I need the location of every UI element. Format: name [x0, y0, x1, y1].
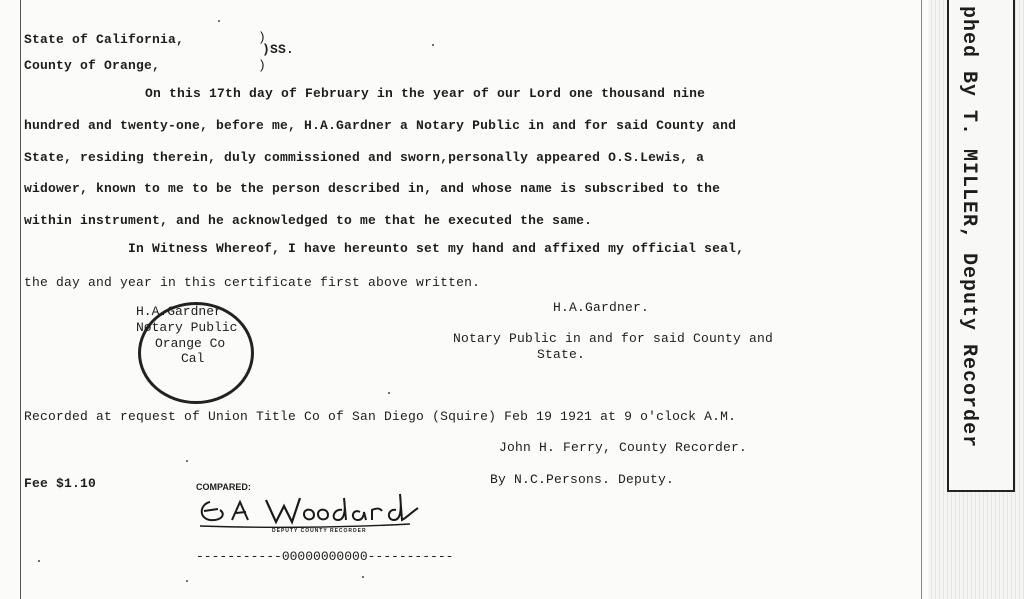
end-divider: -----------00000000000----------- [196, 549, 454, 564]
body-line-4: widower, known to me to be the person described in, and whose name is subscribed to the [24, 181, 721, 196]
notary-title-2: State. [537, 347, 586, 362]
recording-fee: Fee $1.10 [24, 476, 97, 491]
recorder-name: John H. Ferry, County Recorder. [499, 440, 748, 455]
woodard-signature [196, 488, 426, 532]
seal-line-1: H.A.Gardner [136, 304, 222, 319]
venue-bracket-bottom: ) [258, 58, 267, 73]
seal-line-2: Notary Public [136, 320, 238, 335]
scan-speck [388, 392, 390, 394]
scan-speck [186, 460, 188, 462]
body-line-1: On this 17th day of February in the year of our Lord one thousand nine [145, 86, 706, 101]
body-line-7: the day and year in this certificate first above written. [24, 275, 481, 290]
scan-speck [432, 44, 434, 46]
compared-sublabel: DEPUTY COUNTY RECORDER [272, 528, 367, 534]
recording-request: Recorded at request of Union Title Co of San Diego (Squire) Feb 19 1921 at 9 o'clock A.M. [24, 409, 737, 424]
body-line-6: In Witness Whereof, I have hereunto set my hand and affixed my official seal, [128, 241, 745, 256]
scan-speck [186, 580, 188, 582]
notary-name: H.A.Gardner. [553, 300, 650, 315]
left-margin-rule [20, 0, 21, 599]
side-stamp-text: phed By T. MILLER, Deputy Recorder [957, 6, 980, 449]
notary-title-1: Notary Public in and for said County and [453, 331, 774, 346]
scan-speck [362, 576, 364, 578]
body-line-3: State, residing therein, duly commissioned and sworn,personally appeared O.S.Lewis, a [24, 150, 705, 165]
seal-line-4: Cal [181, 351, 205, 366]
scan-speck [38, 560, 40, 562]
right-margin-rule [921, 0, 922, 599]
recorder-deputy: By N.C.Persons. Deputy. [490, 472, 675, 487]
venue-state: State of California, [24, 32, 185, 47]
recorder-side-stamp [947, 0, 1015, 492]
body-line-2: hundred and twenty-one, before me, H.A.Gardner a Notary Public in and for said County and [24, 118, 737, 133]
seal-line-3: Orange Co [155, 336, 226, 351]
body-line-5: within instrument, and he acknowledged to me that he executed the same. [24, 213, 593, 228]
scan-speck [218, 20, 220, 22]
venue-county: County of Orange, [24, 58, 161, 73]
venue-ss: )SS. [262, 42, 295, 57]
venue-bracket-top: ) [258, 30, 267, 45]
compared-label: COMPARED: [196, 482, 251, 492]
